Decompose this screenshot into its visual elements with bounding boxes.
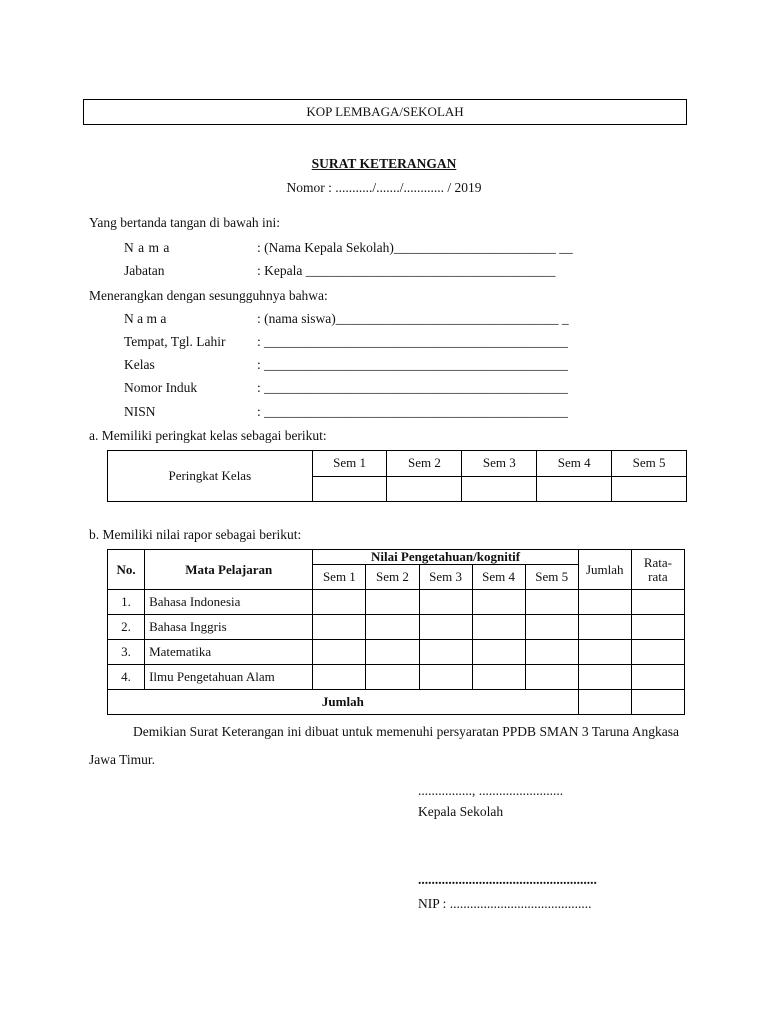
- col-sem3-header: Sem 3: [419, 565, 472, 590]
- table-row: [108, 665, 685, 690]
- grade-cell: [366, 615, 419, 640]
- rank-sem5-header: Sem 5: [612, 451, 687, 477]
- student-birth-label: Tempat, Tgl. Lahir: [124, 334, 226, 349]
- grade-cell: [366, 590, 419, 615]
- report-grades-table: [107, 549, 685, 715]
- grade-cell: [525, 590, 578, 615]
- row-subject: Bahasa Inggris: [145, 615, 313, 640]
- grade-cell: [366, 640, 419, 665]
- grade-cell: [525, 665, 578, 690]
- signatory-position-label: Jabatan: [124, 263, 165, 278]
- rank-sem1-cell: [312, 476, 387, 502]
- nip-line: NIP : ..........................................: [418, 896, 592, 911]
- rank-sem4-header: Sem 4: [537, 451, 612, 477]
- rank-sem1-header: Sem 1: [312, 451, 387, 477]
- row-subject: Bahasa Indonesia: [145, 590, 313, 615]
- student-id-value: : _____________________________________________: [257, 380, 568, 395]
- student-name-label: N a m a: [124, 311, 167, 326]
- closing-paragraph: [89, 718, 679, 774]
- row-number: 3.: [108, 640, 145, 665]
- grade-cell: [313, 640, 366, 665]
- rank-sem4-cell: [537, 476, 612, 502]
- signatory-intro: Yang bertanda tangan di bawah ini:: [89, 215, 280, 230]
- grade-cell: [419, 615, 472, 640]
- col-average-line1: Rata-: [643, 554, 672, 570]
- row-number: 2.: [108, 615, 145, 640]
- signatory-name-label: N a m a: [124, 240, 170, 255]
- letterhead-box: [83, 99, 687, 125]
- grade-cell: [419, 640, 472, 665]
- col-sum-header: Jumlah: [578, 550, 631, 590]
- grade-cell: [366, 665, 419, 690]
- document-title: SURAT KETERANGAN: [311, 156, 457, 171]
- table-row: [108, 590, 685, 615]
- grade-cell: [472, 665, 525, 690]
- grade-cell: [313, 615, 366, 640]
- average-cell: [631, 615, 684, 640]
- student-intro: Menerangkan dengan sesungguhnya bahwa:: [89, 288, 328, 303]
- grade-cell: [472, 615, 525, 640]
- col-average-line2: rata: [648, 568, 668, 584]
- row-subject: Matematika: [145, 640, 313, 665]
- student-birth-value: : _____________________________________________: [257, 334, 568, 349]
- section-b-heading: b. Memiliki nilai rapor sebagai berikut:: [89, 527, 302, 542]
- average-cell: [631, 665, 684, 690]
- student-nisn-value: : _____________________________________________: [257, 404, 568, 419]
- student-nisn-label: NISN: [124, 404, 156, 419]
- col-sem5-header: Sem 5: [525, 565, 578, 590]
- table-row: [108, 615, 685, 640]
- class-rank-table: [107, 450, 687, 502]
- place-date-line: ................, .........................: [418, 783, 564, 798]
- rank-sem2-cell: [387, 476, 462, 502]
- grade-cell: [419, 665, 472, 690]
- rank-sem3-header: Sem 3: [462, 451, 537, 477]
- row-number: 4.: [108, 665, 145, 690]
- average-cell: [631, 590, 684, 615]
- student-name-value: : (nama siswa)_________________________________ _: [257, 311, 569, 326]
- grade-cell: [525, 615, 578, 640]
- col-no-header: No.: [108, 550, 145, 590]
- signer-title: Kepala Sekolah: [418, 804, 504, 819]
- total-sum-cell: [578, 690, 631, 715]
- col-sem1-header: Sem 1: [313, 565, 366, 590]
- total-row: [108, 690, 685, 715]
- row-subject: Ilmu Pengetahuan Alam: [145, 665, 313, 690]
- signatory-position-value: : Kepala _____________________________________: [257, 263, 556, 278]
- document-number: Nomor : .........../......./............ / 2019: [286, 180, 482, 195]
- student-class-label: Kelas: [124, 357, 155, 372]
- rank-sem5-cell: [612, 476, 687, 502]
- student-id-label: Nomor Induk: [124, 380, 198, 395]
- col-knowledge-group-header: Nilai Pengetahuan/kognitif: [313, 550, 578, 565]
- average-cell: [631, 640, 684, 665]
- grade-cell: [472, 640, 525, 665]
- table-row: [108, 640, 685, 665]
- rank-row-label: Peringkat Kelas: [108, 451, 313, 502]
- sum-cell: [578, 615, 631, 640]
- total-average-cell: [631, 690, 684, 715]
- section-a-heading: a. Memiliki peringkat kelas sebagai berikut:: [89, 428, 327, 443]
- sum-cell: [578, 590, 631, 615]
- grade-cell: [525, 640, 578, 665]
- col-sem4-header: Sem 4: [472, 565, 525, 590]
- col-subject-header: Mata Pelajaran: [145, 550, 313, 590]
- total-label: Jumlah: [108, 690, 579, 715]
- closing-text: Demikian Surat Keterangan ini dibuat untuk memenuhi persyaratan PPDB SMAN 3 Taruna Angkasa Jawa Timur.: [89, 724, 679, 767]
- col-sem2-header: Sem 2: [366, 565, 419, 590]
- grade-cell: [472, 590, 525, 615]
- grade-cell: [419, 590, 472, 615]
- col-average-header: [631, 550, 684, 590]
- student-class-value: : _____________________________________________: [257, 357, 568, 372]
- grade-cell: [313, 590, 366, 615]
- row-number: 1.: [108, 590, 145, 615]
- sum-cell: [578, 640, 631, 665]
- rank-sem3-cell: [462, 476, 537, 502]
- letterhead-text: KOP LEMBAGA/SEKOLAH: [306, 104, 464, 119]
- rank-sem2-header: Sem 2: [387, 451, 462, 477]
- signature-line: .....................................................: [418, 872, 597, 887]
- grade-cell: [313, 665, 366, 690]
- sum-cell: [578, 665, 631, 690]
- signatory-name-value: : (Nama Kepala Sekolah)________________________ __: [257, 240, 573, 255]
